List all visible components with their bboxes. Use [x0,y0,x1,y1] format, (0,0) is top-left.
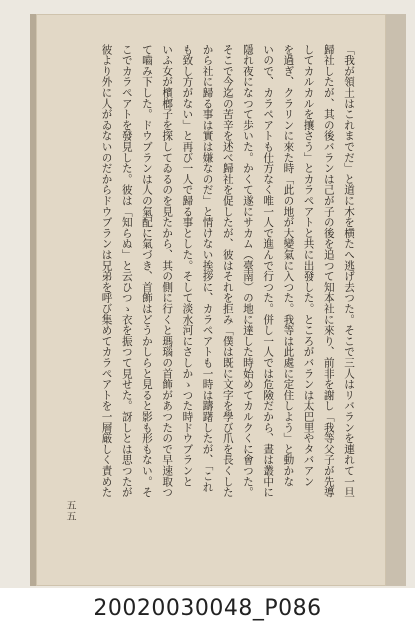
vertical-text-block [96,44,359,524]
text-column-4: を過ぎ、クラリンに來た時「此の地が大變氣に入つた。我等は此處に定住しよう」と動かな [282,44,295,487]
text-column-8: から社に歸る事は實は嫌なのだ」と情けない挨拶に、カラペアトも一時は躊躇したが、「これ [201,44,214,493]
text-column-13: 彼より外に人がゐないのだからドウブランは兄弟を呼び集めてカラペアトを一層厳しく責めた [100,44,113,498]
page-edge [386,14,406,586]
text-column-1: 「我が領土はこれまでだ」と道に木を横たへ逃げ去つた。そこで三人はリバランを連れて一旦 [343,44,355,498]
text-column-9: も致し方がない」と再び一人で歸る事とした。そして淡水河にさしかゝつた時ドウブランと [181,44,194,487]
text-column-3: してカルカルを攘さう」とカラペアトと共に出發した。ところがバランは太巴里やタバアン [302,44,315,487]
image-caption: 20020030048_P086 [93,596,322,621]
text-column-11: て嚙み下した。ドウブランは人の氣配に氣づき、首飾はどうかしらと見ると影も形もない。そ [140,44,153,498]
text-column-10: いふ女が檳榔子を探してゐるのを見たから、其の側に行くと瑪瑙の首飾があつたので早速取つ [161,44,174,498]
text-column-7: そこで今迄の苦辛を述べ歸社を促したが、彼はそれを拒み「僕は既に文字を學び爪を長くした [221,44,234,498]
text-column-6: 隱れ夜になつて歩いた。かくて遂にサカム（臺南）の地に達した時始めてカルクくに會つた。 [241,44,254,498]
text-column-12: こでカラペアトを發見した。彼は「知らぬ」と云ひつゝ衣を振つて見せた。訝しとは思つたが [120,44,133,498]
page-number: 五五 [64,500,75,522]
text-column-2: 歸社したが、其の後バランは己が子の後を追つて知本社に來り、前非を謝し「我等父子が先導 [322,44,335,498]
text-column-5: いので、カラペアトも仕方なく唯一人で進んで行つた。併し一人では危險だから、晝は叢中に [262,44,275,498]
